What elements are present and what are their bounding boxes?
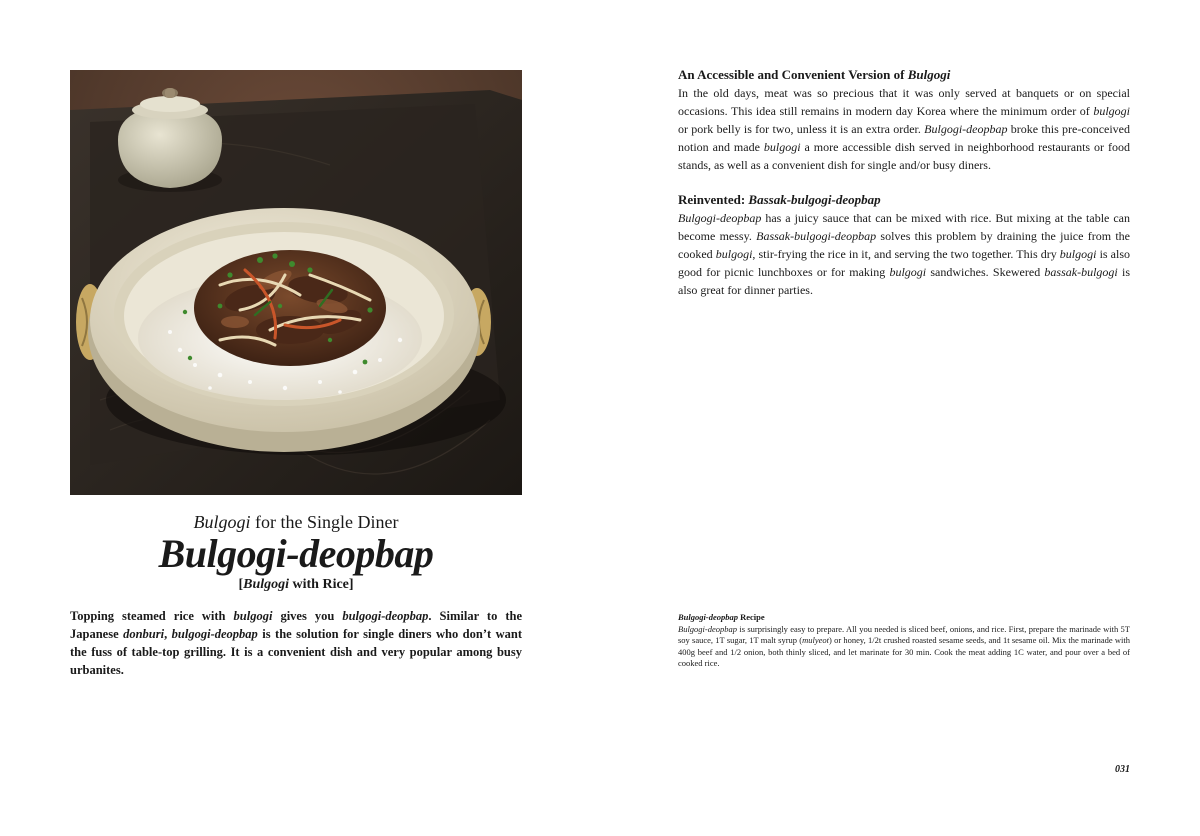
subtitle-italic: Bulgogi <box>243 577 290 592</box>
italic-run: bassak-bulgogi <box>1044 265 1118 279</box>
bulgogi-rice-bowl-photo-icon <box>70 70 522 495</box>
italic-run: Bulgogi-deopbap <box>678 623 738 634</box>
text-run: is also great for dinner parties. <box>678 265 1130 297</box>
italic-run: bulgogi <box>715 247 753 261</box>
text-run: sandwiches. Skewered <box>926 265 1045 279</box>
italic-run: bulgogi-deopbap <box>171 627 258 641</box>
recipe-heading-italic: Bulgogi-deopbap <box>678 612 738 622</box>
italic-run: donburi <box>123 627 165 641</box>
text-run: ) or honey, 1/2t crushed roasted sesame seeds, and 1t sesame oil. Mix the marinade with 400g beef and 1/2 onion, both thinly sliced, and let marinate for 30 min. Cook the meat adding 1C water, and pour over a bed of cooked rice. <box>678 635 1130 668</box>
text-run: has a juicy sauce that can be mixed with rice. But mixing at the table can become messy. <box>678 211 1130 243</box>
text-run: is also good for picnic lunchboxes or for making <box>678 247 1130 279</box>
text-run: An Accessible and Convenient Version of <box>678 67 908 82</box>
section-body <box>678 84 1130 174</box>
intro-paragraph <box>70 607 522 679</box>
italic-run: bulgogi <box>763 140 801 154</box>
kicker-italic: Bulgogi <box>193 512 251 532</box>
dish-title: Bulgogi-deopbap <box>158 531 434 576</box>
section-heading <box>678 66 1130 84</box>
text-run: solves this problem by draining the juice from the cooked <box>678 229 1130 261</box>
recipe-heading-text: Recipe <box>737 612 765 622</box>
section-body <box>678 209 1130 299</box>
italic-run: bulgogi-deopbap <box>342 609 429 623</box>
text-run: , stir-frying the rice in it, and serving the two together. This dry <box>752 247 1060 261</box>
text-run: broke this pre-conceived notion and made <box>678 122 1131 154</box>
italic-run: Bassak-bulgogi-deopbap <box>756 229 877 243</box>
text-run: , <box>164 627 172 641</box>
section-accessible-version <box>678 66 1130 174</box>
subtitle-bracket: [ <box>238 577 244 592</box>
section-reinvented <box>678 191 1130 299</box>
section-heading <box>678 191 1130 209</box>
text-run: or pork belly is for two, unless it is an extra order. <box>678 122 925 136</box>
text-run: Reinvented: <box>678 192 749 207</box>
text-run: is the solution for single diners who don’t want the fuss of table-top grilling. It is a convenient dish and very popular among busy urbanites. <box>70 627 523 677</box>
text-run: gives you <box>272 609 343 623</box>
right-page <box>600 0 1200 836</box>
italic-run: Bulgogi-deopbap <box>924 122 1008 136</box>
text-run: Topping steamed rice with <box>70 609 234 623</box>
italic-run: Bassak-bulgogi-deopbap <box>748 192 881 207</box>
bulgogi-bowl-photo <box>70 70 522 495</box>
italic-run: bulgogi <box>1059 247 1097 261</box>
text-run: is surprisingly easy to prepare. All you needed is sliced beef, onions, and rice. First, prepare the marinade with 5T soy sauce, 1T sugar, 1T malt syrup ( <box>678 623 1130 645</box>
recipe-body <box>678 624 1130 670</box>
italic-run: bulgogi <box>233 609 273 623</box>
subtitle-text: with Rice] <box>289 577 354 592</box>
text-run: a more accessible dish served in neighborhood restaurants or food stands, as well as a convenient dish for single and/or busy diners. <box>678 140 1131 172</box>
italic-run: bulgogi <box>1093 104 1130 118</box>
italic-run: Bulgogi <box>907 67 951 82</box>
text-run: . Similar to the Japanese <box>70 609 523 641</box>
recipe-box <box>678 612 1130 670</box>
italic-run: Bulgogi-deopbap <box>678 211 762 225</box>
page-number: 031 <box>1115 764 1130 775</box>
italic-run: bulgogi <box>889 265 927 279</box>
italic-run: mulyeot <box>802 635 830 645</box>
kicker-text: for the Single Diner <box>250 512 399 532</box>
recipe-heading <box>678 612 1130 624</box>
text-run: In the old days, meat was so precious that it was only served at banquets or on special occasions. This idea still remains in modern day Korea where the minimum order of <box>678 86 1130 118</box>
dish-subtitle <box>70 576 522 594</box>
